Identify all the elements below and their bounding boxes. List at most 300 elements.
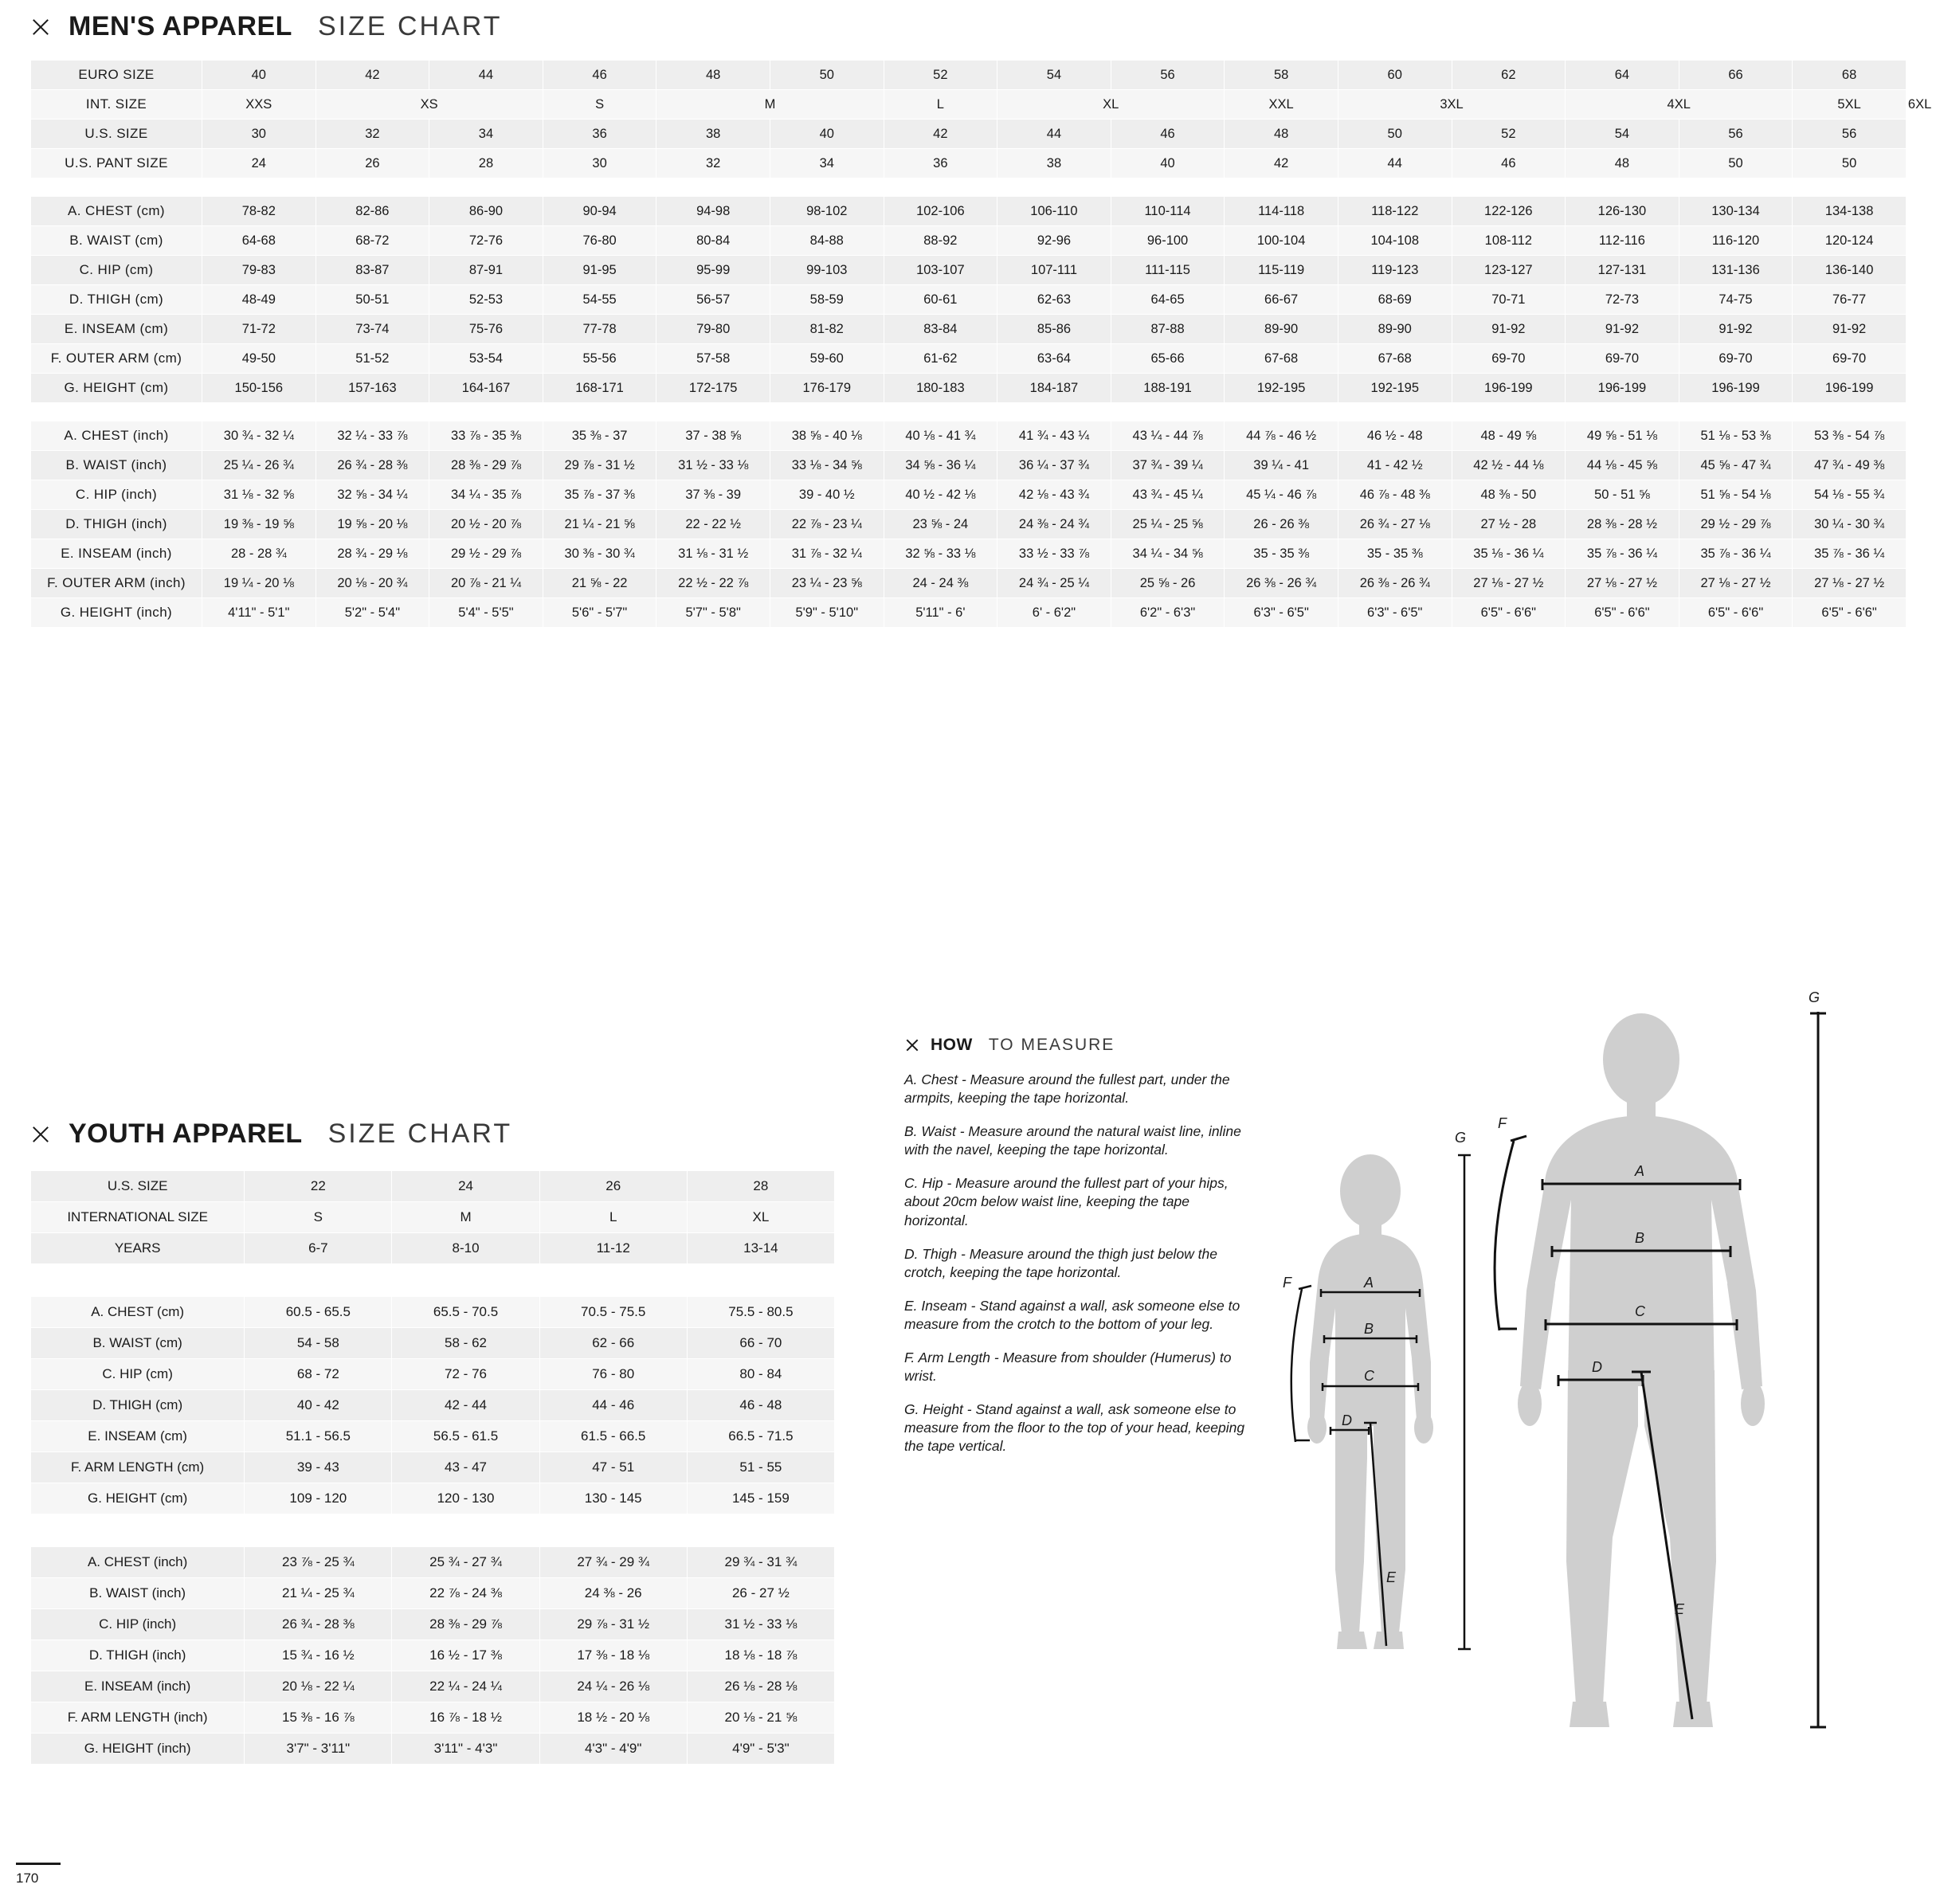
row-label: INTERNATIONAL SIZE [31, 1202, 245, 1233]
cell: 104-108 [1338, 226, 1452, 256]
cell: 34 [770, 149, 884, 178]
cell: 42 - 44 [392, 1390, 539, 1421]
adult-label-d: D [1592, 1359, 1602, 1375]
cell: 21 ¼ - 21 ⅝ [543, 510, 656, 539]
cell: 44 [429, 61, 543, 90]
table-row [31, 451, 1907, 480]
spacer [31, 403, 1907, 421]
cell: 48 [1225, 119, 1338, 149]
row-label: A. CHEST (inch) [31, 421, 202, 451]
cell: 88-92 [884, 226, 997, 256]
cell: 5'6" - 5'7" [543, 598, 656, 628]
cell: 50 [1793, 149, 1907, 178]
cell: 65.5 - 70.5 [392, 1297, 539, 1328]
cell: 3'11" - 4'3" [392, 1734, 539, 1765]
cell: 108-112 [1452, 226, 1566, 256]
cell: 20 ⅛ - 20 ¾ [315, 569, 429, 598]
cell: 42 ½ - 44 ⅛ [1452, 451, 1566, 480]
cell: 176-179 [770, 374, 884, 403]
cell: 64 [1566, 61, 1679, 90]
footer-rule [16, 1863, 61, 1865]
cell: 5'2" - 5'4" [315, 598, 429, 628]
cell: 54 - 58 [245, 1328, 392, 1359]
cell: 37 - 38 ⅝ [656, 421, 770, 451]
cell: 26 - 26 ⅜ [1225, 510, 1338, 539]
cell: 38 [997, 149, 1111, 178]
cell: 19 ⅜ - 19 ⅝ [202, 510, 316, 539]
row-label: U.S. SIZE [31, 119, 202, 149]
cell: 8-10 [392, 1233, 539, 1264]
cell: 18 ⅛ - 18 ⅞ [687, 1640, 834, 1671]
row-label: A. CHEST (cm) [31, 1297, 245, 1328]
table-row [31, 1483, 835, 1514]
cell: 83-87 [315, 256, 429, 285]
cell: 91-92 [1566, 315, 1679, 344]
cell: 192-195 [1225, 374, 1338, 403]
how-paragraph: B. Waist - Measure around the natural waist line, inline with the navel, keeping the tape horizontal. [904, 1123, 1241, 1158]
cell: 58-59 [770, 285, 884, 315]
cell: 66 - 70 [687, 1328, 834, 1359]
cell: 58 [1225, 61, 1338, 90]
cell: 42 ⅛ - 43 ¾ [997, 480, 1111, 510]
cell: 130-134 [1679, 197, 1793, 226]
cell: 31 ½ - 33 ⅛ [656, 451, 770, 480]
cell: 35 ⅞ - 36 ¼ [1793, 539, 1907, 569]
cell: 40 ⅛ - 41 ¾ [884, 421, 997, 451]
cell: 54 [997, 61, 1111, 90]
cell: 81-82 [770, 315, 884, 344]
cell: 90-94 [543, 197, 656, 226]
cell: 4'3" - 4'9" [539, 1734, 687, 1765]
cell: 22 ¼ - 24 ¼ [392, 1671, 539, 1702]
cell: 51 - 55 [687, 1452, 834, 1483]
cell: 27 ½ - 28 [1452, 510, 1566, 539]
cell: 21 ⅝ - 22 [543, 569, 656, 598]
cell: 33 ½ - 33 ⅞ [997, 539, 1111, 569]
how-title-strong: HOW [931, 1036, 973, 1054]
cell: 62 [1452, 61, 1566, 90]
cell: 84-88 [770, 226, 884, 256]
row-label: C. HIP (inch) [31, 480, 202, 510]
table-row [31, 1609, 835, 1640]
row-label: C. HIP (cm) [31, 1359, 245, 1390]
cell: 100-104 [1225, 226, 1338, 256]
cell: 116-120 [1679, 226, 1793, 256]
cell: 184-187 [997, 374, 1111, 403]
cell: 53 ⅜ - 54 ⅞ [1793, 421, 1907, 451]
cell: 82-86 [315, 197, 429, 226]
cell: 68-69 [1338, 285, 1452, 315]
cell: 23 ¼ - 23 ⅝ [770, 569, 884, 598]
cell: 5'11" - 6' [884, 598, 997, 628]
youth-label-f: F [1283, 1275, 1291, 1291]
cell: 74-75 [1679, 285, 1793, 315]
row-label: B. WAIST (inch) [31, 451, 202, 480]
table-row [31, 149, 1907, 178]
cell: 27 ¾ - 29 ¾ [539, 1547, 687, 1578]
cell: 67-68 [1338, 344, 1452, 374]
cell: 48 [656, 61, 770, 90]
cell: 73-74 [315, 315, 429, 344]
table-row [31, 285, 1907, 315]
cell: 31 ½ - 33 ⅛ [687, 1609, 834, 1640]
cell: 20 ⅞ - 21 ¼ [429, 569, 543, 598]
how-paragraph: C. Hip - Measure around the fullest part of your hips, about 20cm below waist line, keeping the tape horizontal. [904, 1175, 1229, 1228]
cell: 29 ⅞ - 31 ½ [543, 451, 656, 480]
cell: 136-140 [1793, 256, 1907, 285]
cell: 40 ½ - 42 ⅛ [884, 480, 997, 510]
cell: 17 ⅜ - 18 ⅛ [539, 1640, 687, 1671]
cell: 94-98 [656, 197, 770, 226]
cell: 5'9" - 5'10" [770, 598, 884, 628]
adult-label-b: B [1635, 1230, 1645, 1246]
cell: 53-54 [429, 344, 543, 374]
cell: 99-103 [770, 256, 884, 285]
youth-size-table [30, 1170, 835, 1765]
table-row [31, 1640, 835, 1671]
cell: 102-106 [884, 197, 997, 226]
cell: 28 ¾ - 29 ⅛ [315, 539, 429, 569]
cell: 91-92 [1793, 315, 1907, 344]
cell: 123-127 [1452, 256, 1566, 285]
cell: 22 ½ - 22 ⅞ [656, 569, 770, 598]
cell: 32 [656, 149, 770, 178]
cell: 66.5 - 71.5 [687, 1421, 834, 1452]
cell: 28 ⅜ - 29 ⅞ [429, 451, 543, 480]
cell: 66-67 [1225, 285, 1338, 315]
cell: 46 [1111, 119, 1225, 149]
cell: 43 ¼ - 44 ⅞ [1111, 421, 1225, 451]
cell: 41 ¾ - 43 ¼ [997, 421, 1111, 451]
cell: 192-195 [1338, 374, 1452, 403]
table-row [31, 1734, 835, 1765]
cell: 85-86 [997, 315, 1111, 344]
cell: 42 [884, 119, 997, 149]
cell: 71-72 [202, 315, 316, 344]
cell: XXL [1225, 90, 1338, 119]
table-row [31, 510, 1907, 539]
cell: 35 - 35 ⅜ [1338, 539, 1452, 569]
cell: 58 - 62 [392, 1328, 539, 1359]
cell: XL [997, 90, 1225, 119]
table-row [31, 315, 1907, 344]
table-row [31, 1547, 835, 1578]
cell: 40 [770, 119, 884, 149]
cell: 32 ⅝ - 33 ⅛ [884, 539, 997, 569]
cell: 56.5 - 61.5 [392, 1421, 539, 1452]
cell: 44 ⅛ - 45 ⅝ [1566, 451, 1679, 480]
cell: 35 - 35 ⅜ [1225, 539, 1338, 569]
cell: 22 ⅞ - 23 ¼ [770, 510, 884, 539]
cell: 69-70 [1793, 344, 1907, 374]
cell: 78-82 [202, 197, 316, 226]
spacer [31, 1514, 835, 1547]
cell: 26 [315, 149, 429, 178]
cell: 31 ⅛ - 32 ⅝ [202, 480, 316, 510]
cell: 64-68 [202, 226, 316, 256]
adult-label-g: G [1809, 989, 1820, 1005]
cell: 24 - 24 ⅜ [884, 569, 997, 598]
table-row [31, 1202, 835, 1233]
cell: 6'3" - 6'5" [1225, 598, 1338, 628]
table-row [31, 197, 1907, 226]
cell: 76-77 [1793, 285, 1907, 315]
table-row [31, 1297, 835, 1328]
row-label: D. THIGH (inch) [31, 510, 202, 539]
cell: 29 ½ - 29 ⅞ [1679, 510, 1793, 539]
cell: 45 ¼ - 46 ⅞ [1225, 480, 1338, 510]
cell: 188-191 [1111, 374, 1225, 403]
cell: 27 ⅛ - 27 ½ [1566, 569, 1679, 598]
row-label: B. WAIST (cm) [31, 1328, 245, 1359]
cell: 55-56 [543, 344, 656, 374]
cell: 72 - 76 [392, 1359, 539, 1390]
cell: 68 [1793, 61, 1907, 90]
cell: 60.5 - 65.5 [245, 1297, 392, 1328]
table-row [31, 1671, 835, 1702]
cell: 109 - 120 [245, 1483, 392, 1514]
cell: 52 [884, 61, 997, 90]
cell: 63-64 [997, 344, 1111, 374]
cell: 29 ½ - 29 ⅞ [429, 539, 543, 569]
cell: 25 ¼ - 25 ⅝ [1111, 510, 1225, 539]
cell: 83-84 [884, 315, 997, 344]
cell: XL [687, 1202, 834, 1233]
cell: 56 [1679, 119, 1793, 149]
cell: 28 - 28 ¾ [202, 539, 316, 569]
row-label: F. OUTER ARM (inch) [31, 569, 202, 598]
table-row [31, 61, 1907, 90]
cell: 106-110 [997, 197, 1111, 226]
cell: 5'7" - 5'8" [656, 598, 770, 628]
cell: 44 ⅞ - 46 ½ [1225, 421, 1338, 451]
cell: 24 [202, 149, 316, 178]
cell: 6'5" - 6'6" [1679, 598, 1793, 628]
cell: 47 - 51 [539, 1452, 687, 1483]
cell: 23 ⅝ - 24 [884, 510, 997, 539]
row-label: B. WAIST (cm) [31, 226, 202, 256]
row-label: U.S. SIZE [31, 1171, 245, 1202]
table-row [31, 344, 1907, 374]
cell: 75-76 [429, 315, 543, 344]
cell: 51 ⅝ - 54 ⅛ [1679, 480, 1793, 510]
page-footer [16, 1863, 112, 1886]
cell: 76-80 [543, 226, 656, 256]
row-label: D. THIGH (cm) [31, 285, 202, 315]
mens-size-table [30, 60, 1932, 628]
youth-label-g: G [1455, 1130, 1467, 1146]
cell: 32 ⅝ - 34 ¼ [315, 480, 429, 510]
row-label: E. INSEAM (inch) [31, 1671, 245, 1702]
table-row [31, 226, 1907, 256]
cell: 69-70 [1452, 344, 1566, 374]
cell: 25 ¾ - 27 ¾ [392, 1547, 539, 1578]
cell: 46 ⅞ - 48 ⅜ [1338, 480, 1452, 510]
row-label: F. OUTER ARM (cm) [31, 344, 202, 374]
cell: 68 - 72 [245, 1359, 392, 1390]
adult-body-figure [1495, 1012, 1826, 1727]
cell: 27 ⅛ - 27 ½ [1679, 569, 1793, 598]
cell: 27 ⅛ - 27 ½ [1793, 569, 1907, 598]
cell: 44 [1338, 149, 1452, 178]
cell: 6'5" - 6'6" [1793, 598, 1907, 628]
cell: 26 ⅜ - 26 ¾ [1225, 569, 1338, 598]
cell: 4'11" - 5'1" [202, 598, 316, 628]
how-paragraph: A. Chest - Measure around the fullest part, under the armpits, keeping the tape horizontal. [904, 1071, 1230, 1107]
cell: 23 ⅞ - 25 ¾ [245, 1547, 392, 1578]
cell: 33 ⅛ - 34 ⅝ [770, 451, 884, 480]
cell: 35 ⅞ - 37 ⅜ [543, 480, 656, 510]
table-row [31, 1452, 835, 1483]
cell: 196-199 [1679, 374, 1793, 403]
row-label: INT. SIZE [31, 90, 202, 119]
youth-body-figure [1291, 1154, 1471, 1649]
cell: M [392, 1202, 539, 1233]
how-paragraph: F. Arm Length - Measure from shoulder (Humerus) to wrist. [904, 1350, 1232, 1385]
cell: 80 - 84 [687, 1359, 834, 1390]
cell: 33 ⅞ - 35 ⅜ [429, 421, 543, 451]
row-label: E. INSEAM (cm) [31, 315, 202, 344]
how-paragraph: D. Thigh - Measure around the thigh just below the crotch, keeping the tape horizontal. [904, 1245, 1217, 1280]
cell: 21 ¼ - 25 ¾ [245, 1578, 392, 1609]
table-row [31, 421, 1907, 451]
cell: 24 ⅜ - 26 [539, 1578, 687, 1609]
cell: 48 [1566, 149, 1679, 178]
row-label: C. HIP (inch) [31, 1609, 245, 1640]
cell: 69-70 [1566, 344, 1679, 374]
cell: 19 ¼ - 20 ⅛ [202, 569, 316, 598]
cell: 79-80 [656, 315, 770, 344]
cell: 46 [1452, 149, 1566, 178]
cell: 120 - 130 [392, 1483, 539, 1514]
how-paragraph: G. Height - Stand against a wall, ask someone else to measure from the floor to the top of your head, keeping the tape vertical. [904, 1401, 1245, 1455]
cell: 68-72 [315, 226, 429, 256]
cell: 126-130 [1566, 197, 1679, 226]
cell: 59-60 [770, 344, 884, 374]
row-label: EURO SIZE [31, 61, 202, 90]
cell: 89-90 [1225, 315, 1338, 344]
row-label: A. CHEST (cm) [31, 197, 202, 226]
cell: 70.5 - 75.5 [539, 1297, 687, 1328]
cell: 96-100 [1111, 226, 1225, 256]
cell: 114-118 [1225, 197, 1338, 226]
cell: 51 ⅛ - 53 ⅜ [1679, 421, 1793, 451]
how-title-light: TO MEASURE [988, 1036, 1115, 1054]
cell: 50 [1338, 119, 1452, 149]
cell: 35 ⅞ - 36 ¼ [1679, 539, 1793, 569]
row-label: D. THIGH (inch) [31, 1640, 245, 1671]
cell: 69-70 [1679, 344, 1793, 374]
cell: 20 ⅛ - 22 ¼ [245, 1671, 392, 1702]
how-paragraph: E. Inseam - Stand against a wall, ask someone else to measure from the crotch to the bottom of your leg. [904, 1297, 1240, 1332]
cell: 196-199 [1793, 374, 1907, 403]
cell: 3'7" - 3'11" [245, 1734, 392, 1765]
cell: 130 - 145 [539, 1483, 687, 1514]
adult-label-f: F [1498, 1115, 1507, 1131]
cell: 56 [1793, 119, 1907, 149]
table-row [31, 119, 1907, 149]
cell: 35 ⅛ - 36 ¼ [1452, 539, 1566, 569]
cell: 180-183 [884, 374, 997, 403]
cell: 26 [539, 1171, 687, 1202]
cell: 70-71 [1452, 285, 1566, 315]
cell: 118-122 [1338, 197, 1452, 226]
cell: 54-55 [543, 285, 656, 315]
cell: 72-73 [1566, 285, 1679, 315]
cell: 72-76 [429, 226, 543, 256]
close-icon [30, 1124, 51, 1145]
cell: 30 ⅜ - 30 ¾ [543, 539, 656, 569]
cell: 120-124 [1793, 226, 1907, 256]
table-row [31, 1233, 835, 1264]
row-label: D. THIGH (cm) [31, 1390, 245, 1421]
body-figures-svg [1275, 1012, 1912, 1824]
cell: 127-131 [1566, 256, 1679, 285]
cell: 25 ⅝ - 26 [1111, 569, 1225, 598]
mens-title-strong: MEN'S APPAREL [69, 11, 292, 41]
cell: 20 ½ - 20 ⅞ [429, 510, 543, 539]
table-row [31, 480, 1907, 510]
cell: 54 [1566, 119, 1679, 149]
cell: 91-95 [543, 256, 656, 285]
how-to-measure-title [904, 1036, 1247, 1055]
cell: 6'5" - 6'6" [1566, 598, 1679, 628]
youth-title-light: SIZE CHART [327, 1119, 513, 1149]
cell: 43 ¾ - 45 ¼ [1111, 480, 1225, 510]
cell: 87-88 [1111, 315, 1225, 344]
cell: 62 - 66 [539, 1328, 687, 1359]
cell: 37 ¾ - 39 ¼ [1111, 451, 1225, 480]
cell: 107-111 [997, 256, 1111, 285]
measurement-figures [1275, 989, 1912, 1824]
cell: 60 [1338, 61, 1452, 90]
cell: 28 [687, 1171, 834, 1202]
cell: 35 ⅞ - 36 ¼ [1566, 539, 1679, 569]
cell: 61-62 [884, 344, 997, 374]
cell: 24 ¾ - 25 ¼ [997, 569, 1111, 598]
cell: 39 ¼ - 41 [1225, 451, 1338, 480]
cell: 30 [202, 119, 316, 149]
row-label: A. CHEST (inch) [31, 1547, 245, 1578]
table-row: INT. SIZE XXS XS S M L XL XXL 3XL 4XL 5XL 6XL [31, 90, 1907, 119]
cell: 67-68 [1225, 344, 1338, 374]
cell: 30 ¼ - 30 ¾ [1793, 510, 1907, 539]
cell: 80-84 [656, 226, 770, 256]
cell: 26 ¾ - 28 ⅜ [315, 451, 429, 480]
cell: 65-66 [1111, 344, 1225, 374]
cell: L [539, 1202, 687, 1233]
row-label: U.S. PANT SIZE [31, 149, 202, 178]
table-row [31, 1390, 835, 1421]
cell: 76 - 80 [539, 1359, 687, 1390]
table-row [31, 569, 1907, 598]
cell: 34 ¼ - 35 ⅞ [429, 480, 543, 510]
row-label: E. INSEAM (cm) [31, 1421, 245, 1452]
cell: 20 ⅛ - 21 ⅝ [687, 1702, 834, 1734]
cell: 115-119 [1225, 256, 1338, 285]
cell: 75.5 - 80.5 [687, 1297, 834, 1328]
cell: 57-58 [656, 344, 770, 374]
cell: 37 ⅜ - 39 [656, 480, 770, 510]
cell: 64-65 [1111, 285, 1225, 315]
youth-label-d: D [1342, 1412, 1352, 1428]
cell: 3XL [1338, 90, 1565, 119]
youth-label-a: A [1364, 1275, 1374, 1291]
cell: 41 - 42 ½ [1338, 451, 1452, 480]
cell: 48-49 [202, 285, 316, 315]
cell: 196-199 [1566, 374, 1679, 403]
cell: 34 [429, 119, 543, 149]
